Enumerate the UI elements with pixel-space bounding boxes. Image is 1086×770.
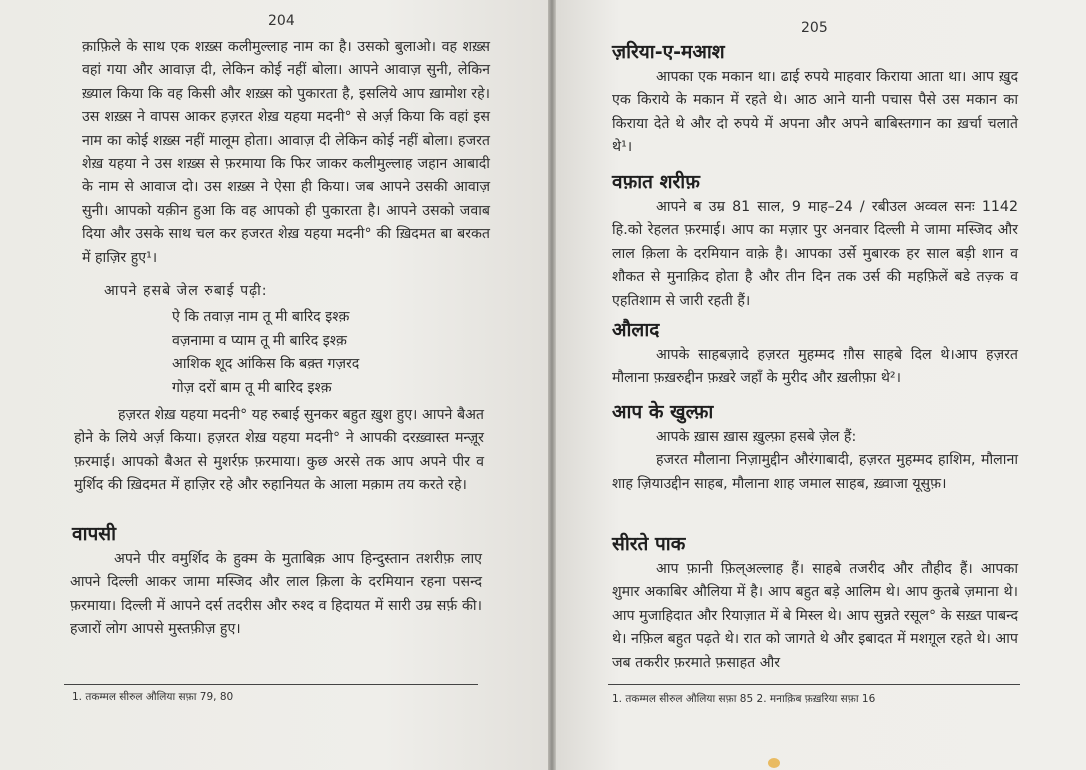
body-paragraph xyxy=(612,558,1018,675)
section-heading: ज़रिया-ए-मआश xyxy=(612,41,725,63)
verse-line: आशिक शूद आंकिस कि बक़्त गज़रद xyxy=(172,356,360,372)
paragraph-text: आप फ़ानी फ़िल्अल्लाह हैं। साहबे तजरीद और तौहीद हैं। आपका शुमार अकाबिर औलिया में है। आप बहुत बड़े आलिम थे। आप कुतबे ज़माना थे। आप मुजाहिदात और रियाज़ात में बे मिस्ल थे। आप सुन्नते रसूल° के सख़्त पाबन्द थे। नफ़िल बहुत पढ़ते थे। रात को जागते थे और इबादत में मशग़ूल रहते थे। आप जब तकरीर फ़रमाते फ़साहत और xyxy=(612,561,1018,671)
body-paragraph xyxy=(74,404,484,498)
right-page xyxy=(556,0,1086,770)
body-paragraph xyxy=(612,66,1018,160)
verse-line: वज़नामा व प्याम तू मी बारिद इश्क़ xyxy=(172,332,347,349)
stain-mark xyxy=(768,758,780,768)
paragraph-text: आपने ब उम्र 81 साल, 9 माह–24 / रबीउल अव्वल सनः 1142 हि.को रेहलत फ़रमाई। आप का मज़ार पुर अनवार दिल्ली मे जामा मस्जिद और लाल क़िला के दरमियान वाक़े है। आपका उर्से मुबारक हर साल बड़ी शान व शौकत से मुनाक़िद होता है और तीन दिन तक उर्स की महफ़िलें बडे तज़्क व एहतिशाम से जारी रहती हैं। xyxy=(612,199,1018,309)
page-number: 204 xyxy=(268,13,295,29)
section-heading: आप के खुल्फ़ा xyxy=(612,401,714,423)
book-gutter xyxy=(548,0,556,770)
paragraph-text: अपने पीर वमुर्शिद के हुक्म के मुताबिक़ आप हिन्दुस्तान तशरीफ़ लाए आपने दिल्ली आकर जामा मस्जिद और लाल क़िला के दरमियान रहना पसन्द फ़रमाया। दिल्ली में आपने दर्स तदरीस और रुश्द व हिदायत में सारी उम्र सर्फ़ की। हजारों लोग आपसे मुस्तफ़ीज़ हुए। xyxy=(70,551,482,638)
verse-block xyxy=(172,306,359,400)
paragraph-text: आपका एक मकान था। ढाई रुपये माहवार किराया आता था। आप ख़ुद एक किराये के मकान में रहते थे। आठ आने यानी पचास पैसे उस मकान का किराया देते थे और दो रुपये में अपना और अपने बाबिस्तगान का ख़र्चा चलाते थे¹। xyxy=(612,69,1018,156)
paragraph-text: आपके साहबज़ादे हज़रत मुहम्मद ग़ौस साहबे दिल थे।आप हज़रत मौलाना फ़ख़रुद्दीन फ़ख़रे जहाँ के मुरीद और ख़लीफ़ा थे²। xyxy=(612,347,1018,387)
section-heading: वफ़ात शरीफ़ xyxy=(612,171,700,193)
paragraph-text: हजरत मौलाना निज़ामुद्दीन औरंगाबादी, हज़रत मुहम्मद हाशिम, मौलाना शाह ज़ियाउद्दीन साहब, मौलाना शाह जमाल साहब, ख़्वाजा यूसुफ़। xyxy=(612,452,1018,492)
verse-intro: आपने हसबे जेल रुबाई पढ़ी: xyxy=(104,283,268,299)
footnote-rule xyxy=(64,684,478,685)
body-paragraph xyxy=(612,426,1018,496)
body-paragraph xyxy=(82,36,490,270)
page-number: 205 xyxy=(801,20,828,36)
verse-line: गोज़ दरों बाम तू मी बारिद इश्क़ xyxy=(172,379,332,396)
section-heading: औलाद xyxy=(612,319,660,341)
body-paragraph xyxy=(612,344,1018,391)
paragraph-text: क़ाफ़िले के साथ एक शख़्स कलीमुल्लाह नाम का है। उसको बुलाओ। वह शख़्स वहां गया और आवाज़ दी, लेकिन कोई नहीं बोला। आपने आवाज़ सुनी, लेकिन ख़्याल किया कि वह किसी और शख़्स को पुकारता है, इसलिये आप ख़ामोश रहे। उस शख़्स ने वापस आकर हज़रत शेख़ यहया मदनी° से अर्ज़ किया कि वहां इस नाम का कोई शख़्स नहीं मालूम होता। आवाज़ दी लेकिन कोई नहीं बोला। हजरत शेख़ यहया ने उस शख़्स से फ़रमाया कि फिर जाकर कलीमुल्लाह जहान आबादी के नाम से आवाज दो। उस शख़्स ने ऐसा ही किया। जब आपने उसकी आवाज़ सुनी। आपको यक़ीन हुआ कि वह आपको ही पुकारता है। आपने उसको जवाब दिया और उसके साथ चल कर हजरत शेख़ यहया मदनी° की ख़िदमत बा बरकत में हाज़िर हुए¹। xyxy=(82,39,490,266)
section-heading: वापसी xyxy=(72,523,117,545)
paragraph-text: आपके ख़ास ख़ास ख़ुल्फ़ा हसबे ज़ेल हैं: xyxy=(656,429,857,445)
footnote-rule xyxy=(608,684,1020,685)
paragraph-text: हज़रत शेख़ यहया मदनी° यह रुबाई सुनकर बहुत ख़ुश हुए। आपने बैअत होने के लिये अर्ज़ किया। हज़रत शेख़ यहया मदनी° ने आपकी दरख़्वास्त मन्ज़ूर फ़रमाई। आपको बैअत से मुशर्रफ़ फ़रमाया। कुछ अरसे तक आप अपने पीर व मुर्शिद की ख़िदमत में हाज़िर रहे और रुहानियत के आला मक़ाम तय करते रहे। xyxy=(74,407,484,494)
section-heading: सीरते पाक xyxy=(612,533,686,555)
footnote: 1. तकम्मल सीरुल औलिया सफ़ा 85 2. मनाक़िब फ़ख़रिया सफ़ा 16 xyxy=(612,693,876,705)
footnote: 1. तकम्मल सीरुल औलिया सफ़ा 79, 80 xyxy=(72,691,234,703)
verse-line: ऐ कि तवाज़ नाम तू मी बारिद इश्क़ xyxy=(172,309,350,325)
body-paragraph xyxy=(70,548,482,642)
body-paragraph xyxy=(612,196,1018,313)
